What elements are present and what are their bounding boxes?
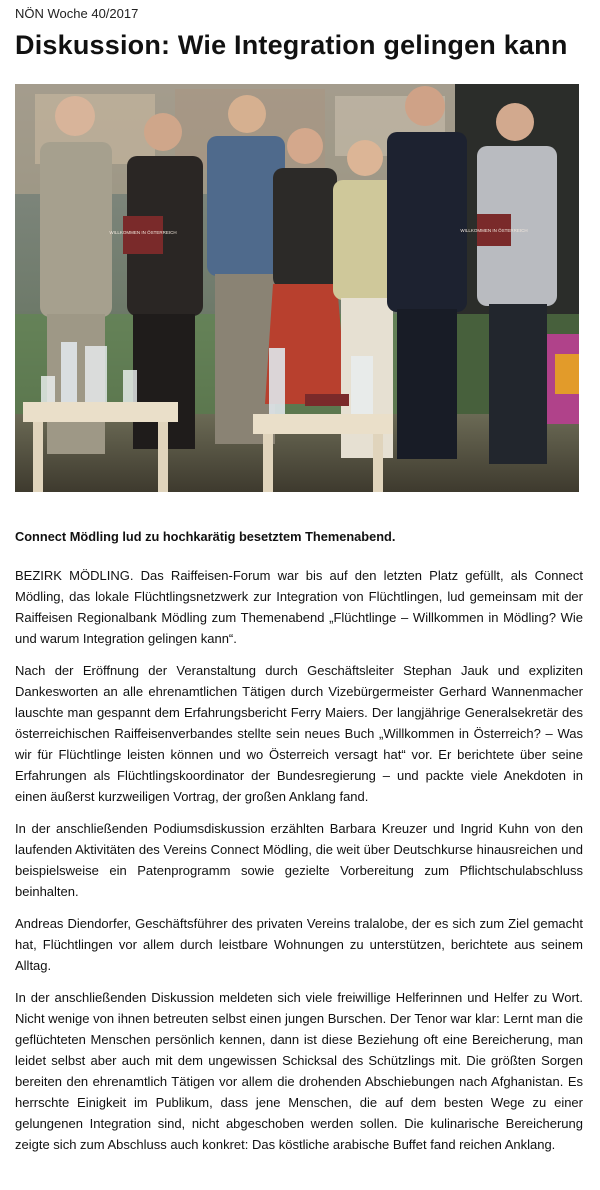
article-paragraph: Nach der Eröffnung der Veranstaltung durch Geschäftsleiter Stephan Jauk und expliziten Dankesworten an alle ehrenamtlichen Tätigen durch Vizebürgermeister Gerhard Wannenmacher lauschte man gespannt dem Erfahrungsbericht Ferry Maiers. Der langjährige Generalsekretär des österreichischen Raiffeisenverbandes stellte sein neues Buch „Willkommen in Österreich? – Was wir für Flüchtlinge leisten können und wo Österreich versagt hat“ vor. Er berichtete über seine Erfahrungen als Flüchtlingskoordinator der Bundesregierung – und packte viele Anekdoten in einen äußerst kurzweiligen Vortrag, der großen Anklang fand. xyxy=(15,663,583,804)
article-photo xyxy=(15,84,579,492)
article-body xyxy=(15,565,583,1166)
article-title: Diskussion: Wie Integration gelingen kann xyxy=(15,30,568,60)
article-paragraph: In der anschließenden Diskussion meldeten sich viele freiwillige Helferinnen und Helfer zu Wort. Nicht wenige von ihnen betreuten selbst einen jungen Burschen. Der Tenor war klar: Lernt man die geflüchteten Menschen persönlich kennen, dann ist diese Beziehung oft eine Bereicherung, man leidet selbst aber auch mit dem ungewissen Schicksal des Schützlings mit. Die größten Sorgen bereiten den ehrenamtlich Tätigen vor allem die drohenden Abschiebungen nach Afghanistan. Es herrschte Einigkeit im Publikum, dass jene Menschen, die auf dem besten Wege zu einer gelungenen Integration sind, nicht abgeschoben werden sollen. Die kulinarische Bereicherung zeigte sich zum Abschluss auch konkret: Das köstliche arabische Buffet fand reichen Anklang. xyxy=(15,990,583,1152)
article-paragraph: In der anschließenden Podiumsdiskussion erzählten Barbara Kreuzer und Ingrid Kuhn von den laufenden Aktivitäten des Vereins Connect Mödling, die weit über Deutschkurse hinausreichen und beispielsweise ein Patenprogramm sowie gezielte Vorbereitung zum Pflichtschulabschluss beinhalten. xyxy=(15,821,583,899)
person-silhouette xyxy=(387,86,467,459)
article-paragraph: BEZIRK MÖDLING. Das Raiffeisen-Forum war bis auf den letzten Platz gefüllt, als Connect Mödling, das lokale Flüchtlingsnetzwerk zur Integration von Flüchtlingen, lud gemeinsam mit der Raiffeisen Regionalbank Mödling zum Themenabend „Flüchtlinge – Willkommen in Mödling? Wie und warum Integration gelingen kann“. xyxy=(15,568,583,646)
person-silhouette xyxy=(477,103,557,464)
article-paragraph: Andreas Diendorfer, Geschäftsführer des privaten Vereins tralalobe, der es sich zum Ziel gemacht hat, Flüchtlingen vor allem durch leistbare Wohnungen zu unterstützen, berichtete aus seinem Alltag. xyxy=(15,916,583,973)
book-title-text: WILLKOMMEN IN ÖSTERREICH xyxy=(109,230,177,235)
publication-source: NÖN Woche 40/2017 xyxy=(15,6,139,21)
article-lead: Connect Mödling lud zu hochkarätig besetztem Themenabend. xyxy=(15,529,396,544)
book-title-text: WILLKOMMEN IN ÖSTERREICH xyxy=(460,228,528,233)
